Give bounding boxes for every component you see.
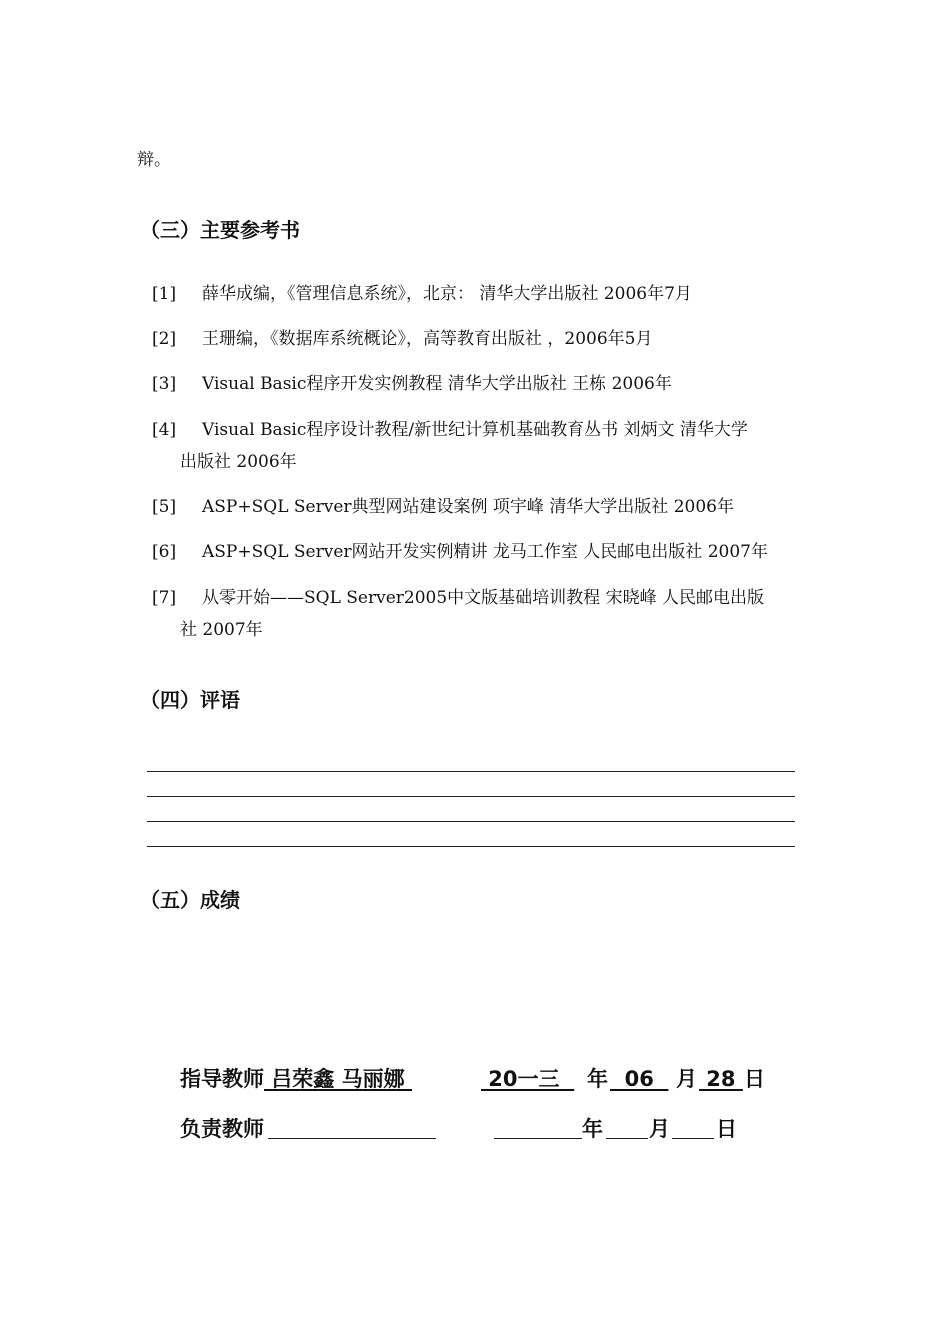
grade-heading: （五）成绩 [140, 888, 240, 912]
reference-number: [1] [152, 284, 177, 304]
responsible-month-blank [606, 1114, 648, 1139]
reference-item-3 [152, 368, 672, 400]
responsible-label: 负责教师 [180, 1117, 264, 1141]
reference-item-7 [152, 582, 764, 646]
reference-number: [3] [152, 374, 177, 394]
reference-text: ASP+SQL Server典型网站建设案例 项宇峰 清华大学出版社 2006年 [202, 497, 734, 517]
reference-text: Visual Basic程序开发实例教程 清华大学出版社 王栋 2006年 [202, 374, 672, 394]
comment-line [147, 771, 795, 772]
reference-number: [6] [152, 542, 177, 562]
responsible-day-unit: 日 [716, 1117, 737, 1141]
advisor-day-unit: 日 [744, 1067, 765, 1091]
responsible-month-unit: 月 [649, 1117, 670, 1141]
reference-number: [4] [152, 420, 177, 440]
advisor-month: 06 [610, 1067, 669, 1091]
responsible-name-blank [268, 1114, 436, 1139]
reference-item-5 [152, 491, 734, 523]
comment-line [147, 821, 795, 822]
advisor-label: 指导教师 [180, 1067, 264, 1091]
reference-item-6 [152, 536, 768, 568]
reference-item-2 [152, 323, 652, 355]
reference-text: 王珊编，《数据库系统概论》，高等教育出版社 ，2006年5月 [202, 329, 653, 349]
continuation-text: 辩。 [137, 150, 171, 170]
reference-text: ASP+SQL Server网站开发实例精讲 龙马工作室 人民邮电出版社 2007年 [202, 542, 768, 562]
comments-heading: （四）评语 [140, 688, 240, 712]
advisor-month-unit: 月 [676, 1067, 697, 1091]
responsible-signature-row [180, 1114, 780, 1144]
reference-text-continued: 出版社 2006年 [180, 452, 297, 472]
responsible-year-unit: 年 [582, 1117, 603, 1141]
comment-line [147, 846, 795, 847]
reference-item-4 [152, 414, 748, 478]
reference-text-continued: 社 2007年 [180, 620, 263, 640]
responsible-year-blank [494, 1114, 582, 1139]
reference-text: Visual Basic程序设计教程/新世纪计算机基础教育丛书 刘炳文 清华大学 [202, 420, 748, 440]
reference-item-1 [152, 278, 692, 310]
comment-line [147, 796, 795, 797]
reference-number: [2] [152, 329, 177, 349]
advisor-day: 28 [699, 1067, 743, 1091]
references-heading: （三）主要参考书 [140, 218, 300, 242]
advisor-year: 20一三 [481, 1067, 575, 1091]
advisor-signature-row [180, 1064, 780, 1094]
reference-number: [7] [152, 588, 177, 608]
reference-text: 薛华成编，《管理信息系统》，北京： 清华大学出版社 2006年7月 [202, 284, 692, 304]
advisor-names: 吕荣鑫 马丽娜 [264, 1067, 412, 1091]
reference-number: [5] [152, 497, 177, 517]
advisor-year-unit: 年 [587, 1067, 608, 1091]
reference-text: 从零开始——SQL Server2005中文版基础培训教程 宋晓峰 人民邮电出版 [202, 588, 764, 608]
responsible-day-blank [672, 1114, 714, 1139]
